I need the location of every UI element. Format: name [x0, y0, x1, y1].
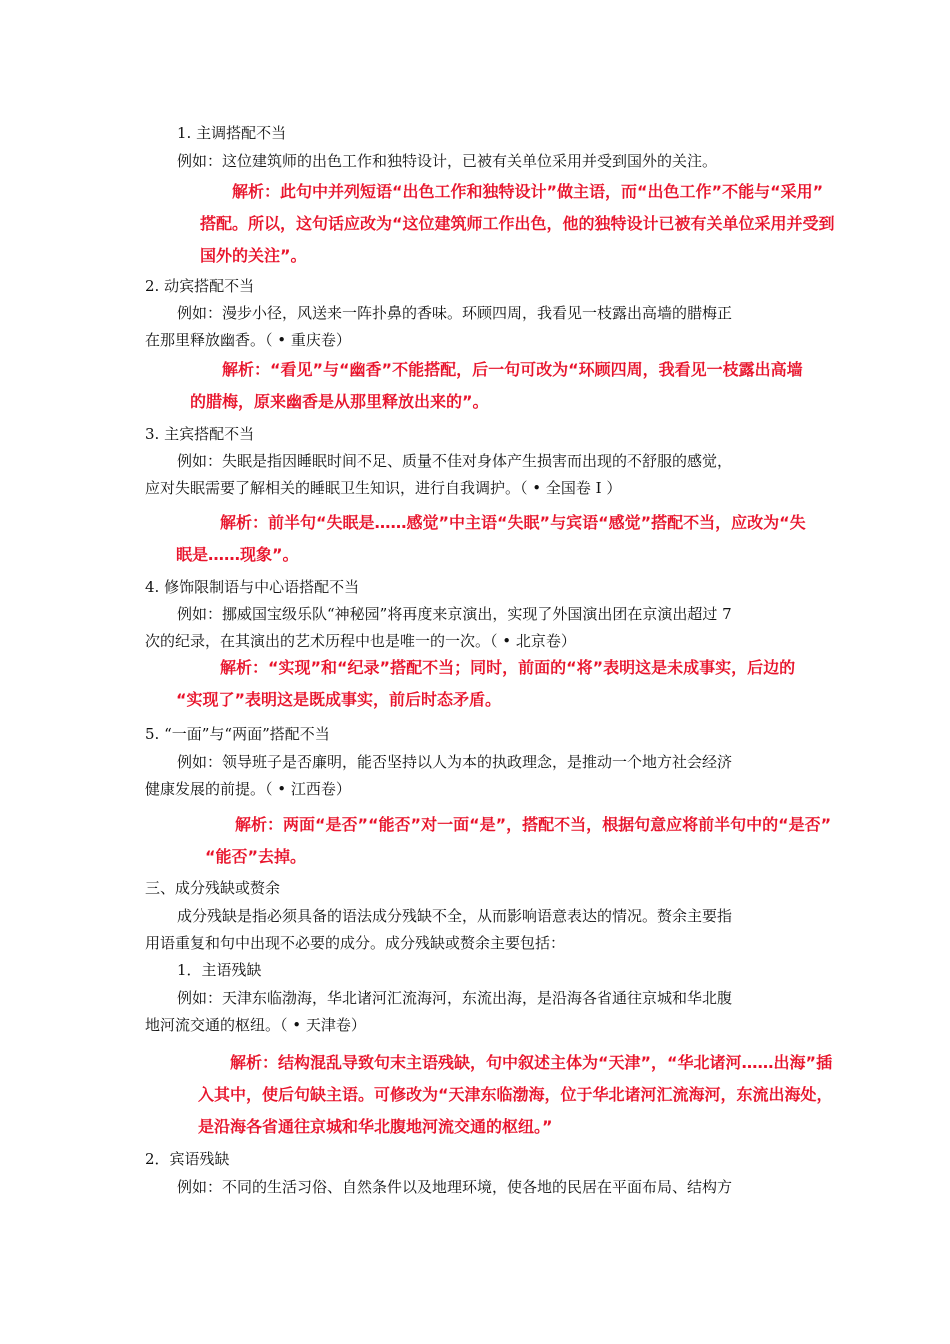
section-4-analysis-line-1: 解析：“实现”和“纪录”搭配不当；同时，前面的“将”表明这是未成事实，后边的: [220, 658, 796, 677]
section-4-analysis-line-2: “实现了”表明这是既成事实，前后时态矛盾。: [176, 690, 502, 709]
section-2-example-line-1: 例如：漫步小径，风送来一阵扑鼻的香味。环顾四周，我看见一枝露出高墙的腊梅正: [177, 304, 733, 322]
section-5-example-line-1: 例如：领导班子是否廉明，能否坚持以人为本的执政理念，是推动一个地方社会经济: [177, 753, 733, 771]
section-3-analysis-line-2: 眠是……现象”。: [176, 545, 299, 564]
section-3-example-line-2: 应对失眠需要了解相关的睡眠卫生知识，进行自我调护。（ • 全国卷 Ⅰ ）: [145, 479, 622, 497]
part-3-heading: 三、成分残缺或赘余: [145, 879, 281, 897]
section-4-example-line-1: 例如：挪威国宝级乐队“神秘园”将再度来京演出，实现了外国演出团在京演出超过 7: [177, 605, 732, 623]
subsection-1-analysis-line-1: 解析：结构混乱导致句末主语残缺，句中叙述主体为“天津”，“华北诸河……出海”插: [230, 1053, 833, 1072]
section-5-heading: 5. “一面”与“两面”搭配不当: [145, 725, 330, 743]
subsection-1-heading: 1．主语残缺: [177, 961, 262, 979]
section-1-analysis-line-2: 搭配。所以，这句话应改为“这位建筑师工作出色，他的独特设计已被有关单位采用并受到: [200, 214, 835, 233]
section-2-heading: 2. 动宾搭配不当: [145, 277, 255, 295]
subsection-2-example-line-1: 例如：不同的生活习俗、自然条件以及地理环境，使各地的民居在平面布局、结构方: [177, 1178, 733, 1196]
section-3-example-line-1: 例如：失眠是指因睡眠时间不足、质量不佳对身体产生损害而出现的不舒服的感觉，: [177, 452, 733, 470]
section-5-example-line-2: 健康发展的前提。（ • 江西卷）: [145, 780, 351, 798]
section-2-analysis-line-1: 解析：“看见”与“幽香”不能搭配，后一句可改为“环顾四周，我看见一枝露出高墙: [222, 360, 803, 379]
section-1-analysis-line-3: 国外的关注”。: [200, 246, 307, 265]
subsection-1-analysis-line-3: 是沿海各省通往京城和华北腹地河流交通的枢纽。”: [198, 1117, 553, 1136]
section-2-analysis-line-2: 的腊梅，原来幽香是从那里释放出来的”。: [190, 392, 489, 411]
subsection-1-analysis-line-2: 入其中，使后句缺主语。可修改为“天津东临渤海，位于华北诸河汇流海河，东流出海处，: [198, 1085, 833, 1104]
section-4-heading: 4. 修饰限制语与中心语搭配不当: [145, 578, 360, 596]
section-1-heading: 1. 主调搭配不当: [177, 124, 287, 142]
part-3-intro-line-1: 成分残缺是指必须具备的语法成分残缺不全，从而影响语意表达的情况。赘余主要指: [177, 907, 733, 925]
subsection-1-example-line-1: 例如：天津东临渤海，华北诸河汇流海河，东流出海，是沿海各省通往京城和华北腹: [177, 989, 733, 1007]
subsection-2-heading: 2．宾语残缺: [145, 1150, 230, 1168]
section-3-analysis-line-1: 解析：前半句“失眠是……感觉”中主语“失眠”与宾语“感觉”搭配不当，应改为“失: [220, 513, 806, 532]
section-5-analysis-line-1: 解析：两面“是否”“能否”对一面“是”，搭配不当，根据句意应将前半句中的“是否”: [235, 815, 832, 834]
section-2-example-line-2: 在那里释放幽香。（ • 重庆卷）: [145, 331, 351, 349]
section-1-example-line-1: 例如：这位建筑师的出色工作和独特设计，已被有关单位采用并受到国外的关注。: [177, 152, 718, 170]
part-3-intro-line-2: 用语重复和句中出现不必要的成分。成分残缺或赘余主要包括：: [145, 934, 566, 952]
section-3-heading: 3. 主宾搭配不当: [145, 425, 255, 443]
section-4-example-line-2: 次的纪录，在其演出的艺术历程中也是唯一的一次。（ • 北京卷）: [145, 632, 576, 650]
subsection-1-example-line-2: 地河流交通的枢纽。（ • 天津卷）: [145, 1016, 366, 1034]
section-1-analysis-line-1: 解析：此句中并列短语“出色工作和独特设计”做主语，而“出色工作”不能与“采用”: [232, 182, 824, 201]
section-5-analysis-line-2: “能否”去掉。: [205, 847, 307, 866]
